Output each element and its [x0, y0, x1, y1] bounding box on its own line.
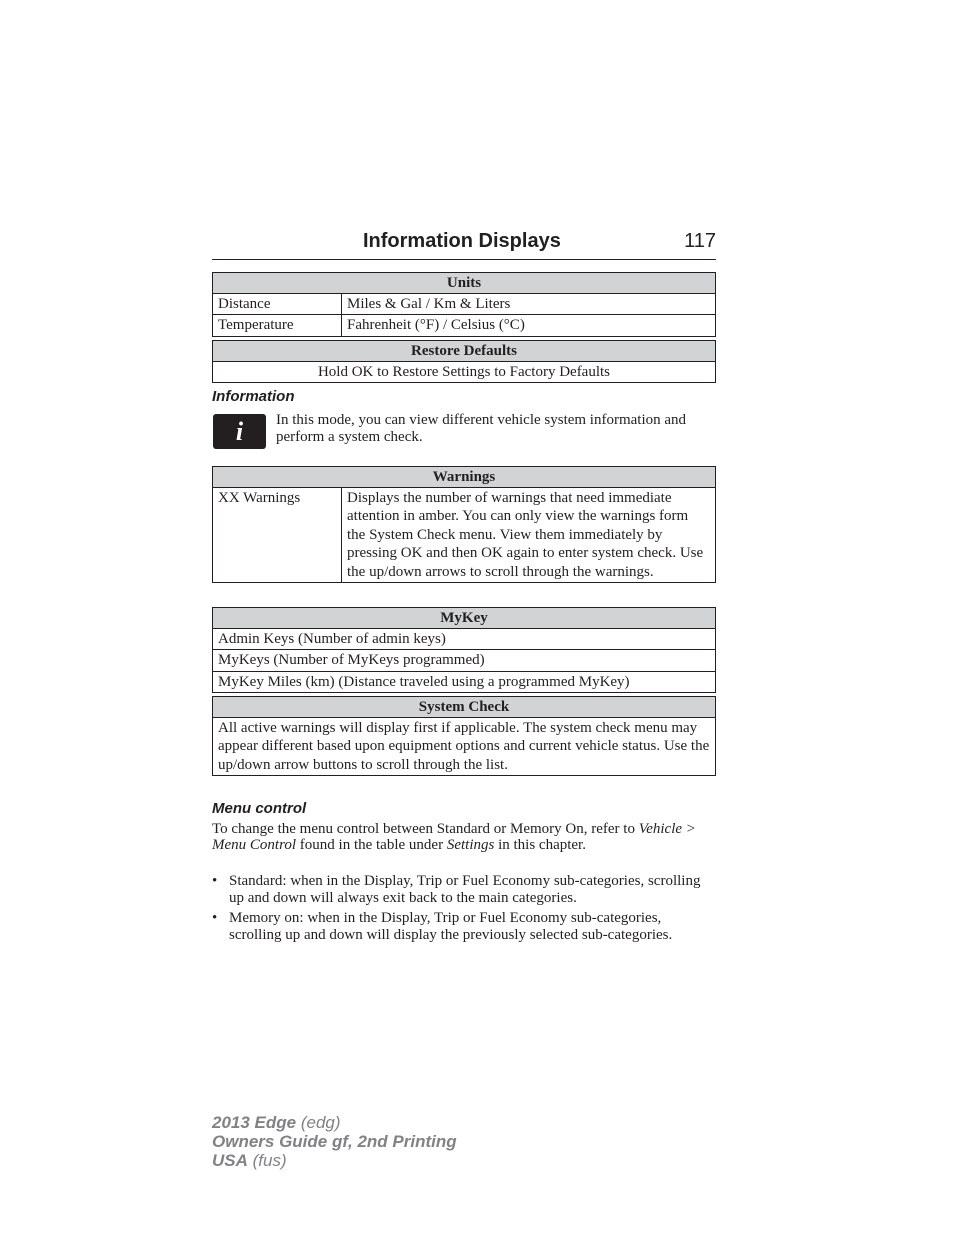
- footer-market-code: (fus): [252, 1151, 287, 1170]
- table-row: [213, 361, 716, 383]
- menu-control-paragraph: [212, 822, 716, 853]
- table-row: [213, 671, 716, 693]
- table-row: [213, 628, 716, 650]
- list-item-text: Memory on: when in the Display, Trip or Fuel Economy sub-categories, scrolling up and down will display the previously selected sub-categories.: [229, 910, 673, 943]
- settings-reference: Settings: [446, 836, 495, 853]
- menu-control-list: [212, 873, 716, 943]
- footer-edition: Owners Guide gf, 2nd Printing: [212, 1132, 457, 1151]
- page-header: [212, 229, 716, 260]
- mykey-table: [212, 607, 716, 693]
- system-check-table: [212, 696, 716, 776]
- warnings-table: [212, 466, 716, 583]
- menu-path-reference: Vehicle > Menu Control: [212, 821, 696, 853]
- system-check-heading: System Check: [213, 697, 716, 718]
- table-cell: Admin Keys (Number of admin keys): [213, 628, 716, 650]
- table-cell: MyKey Miles (km) (Distance traveled using a programmed MyKey): [213, 671, 716, 693]
- table-row: [213, 293, 716, 315]
- paragraph-text: in this chapter.: [498, 836, 586, 853]
- list-item: [212, 910, 716, 943]
- info-icon-glyph: i: [235, 416, 244, 446]
- table-row: [213, 487, 716, 583]
- menu-control-heading: Menu control: [212, 800, 307, 817]
- table-cell: Temperature: [213, 315, 342, 337]
- table-cell: Distance: [213, 293, 342, 315]
- table-row: [213, 315, 716, 337]
- page-number: 117: [684, 230, 716, 252]
- restore-defaults-heading: Restore Defaults: [213, 341, 716, 362]
- paragraph-text: To change the menu control between Standard or Memory On, refer to: [212, 821, 635, 837]
- footer-line: [212, 1132, 457, 1151]
- page-title: Information Displays: [363, 230, 561, 252]
- information-text: In this mode, you can view different vehicle system information and perform a system check.: [276, 412, 687, 445]
- table-cell: XX Warnings: [213, 487, 342, 583]
- table-cell: Hold OK to Restore Settings to Factory Defaults: [213, 361, 716, 383]
- footer-market: USA: [212, 1151, 248, 1170]
- info-icon: [213, 414, 266, 449]
- list-item: [212, 873, 716, 906]
- list-item-text: Standard: when in the Display, Trip or Fuel Economy sub-categories, scrolling up and down will always exit back to the main categories.: [229, 873, 701, 906]
- table-row: [213, 717, 716, 776]
- footer-line: [212, 1151, 457, 1170]
- footer-line: [212, 1113, 457, 1132]
- units-table-heading: Units: [213, 273, 716, 294]
- footer-model-code: (edg): [300, 1113, 341, 1132]
- table-cell: Displays the number of warnings that need immediate attention in amber. You can only view the warnings form the System Check menu. View them immediately by pressing OK and then OK again to enter system check. Use the up/down arrows to scroll through the warnings.: [342, 487, 716, 583]
- footer-model: 2013 Edge: [212, 1113, 297, 1132]
- table-cell: Fahrenheit (°F) / Celsius (°C): [342, 315, 716, 337]
- bullet-icon: •: [212, 873, 218, 889]
- restore-defaults-table: [212, 340, 716, 383]
- table-cell: MyKeys (Number of MyKeys programmed): [213, 650, 716, 672]
- units-table: [212, 272, 716, 337]
- information-heading: Information: [212, 388, 295, 405]
- page-footer: [212, 1113, 457, 1170]
- table-row: [213, 650, 716, 672]
- paragraph-text: found in the table under: [299, 836, 444, 853]
- table-cell: All active warnings will display first if applicable. The system check menu may appear different based upon equipment options and current vehicle status. Use the up/down arrow buttons to scroll through the list.: [213, 717, 716, 776]
- bullet-icon: •: [212, 910, 218, 926]
- mykey-table-heading: MyKey: [213, 608, 716, 629]
- table-cell: Miles & Gal / Km & Liters: [342, 293, 716, 315]
- warnings-table-heading: Warnings: [213, 467, 716, 488]
